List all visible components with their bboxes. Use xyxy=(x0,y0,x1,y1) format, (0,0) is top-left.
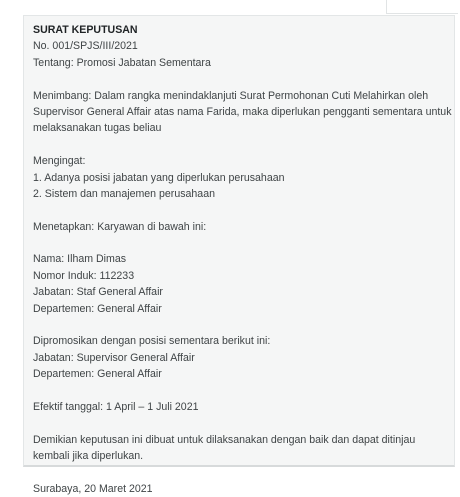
spacer xyxy=(33,317,443,333)
spacer xyxy=(33,137,443,153)
spacer xyxy=(33,415,443,431)
employee-name: Nama: Ilham Dimas xyxy=(33,253,127,266)
spacer xyxy=(33,202,443,218)
employee-position: Jabatan: Staf General Affair xyxy=(33,286,163,299)
closing-line-1: Demikian keputusan ini dibuat untuk dilaksanakan dengan baik dan dapat ditinjau xyxy=(33,433,416,446)
corner-tab xyxy=(386,0,458,14)
employee-id: Nomor Induk: 112233 xyxy=(33,269,135,282)
letter-subject: Tentang: Promosi Jabatan Sementara xyxy=(33,56,211,69)
remembering-heading: Mengingat: xyxy=(33,155,86,168)
promotion-position: Jabatan: Supervisor General Affair xyxy=(33,351,195,364)
effective-date: Efektif tanggal: 1 April – 1 Juli 2021 xyxy=(33,400,199,413)
letter-number: No. 001/SPJS/III/2021 xyxy=(33,40,138,53)
spacer xyxy=(33,235,443,251)
promotion-department: Departemen: General Affair xyxy=(33,368,162,381)
spacer xyxy=(33,383,443,399)
considering-line-2: Supervisor General Affair atas nama Farida, maka diperlukan pengganti sementara untuk xyxy=(33,105,452,118)
considering-line-3: melaksanakan tugas beliau xyxy=(33,122,162,135)
deciding-line: Menetapkan: Karyawan di bawah ini: xyxy=(33,220,207,233)
letter-title: SURAT KEPUTUSAN xyxy=(33,24,138,36)
spacer xyxy=(33,71,443,87)
remembering-item-2: 2. Sistem dan manajemen perusahaan xyxy=(33,187,215,200)
place-date: Surabaya, 20 Maret 2021 xyxy=(33,482,153,495)
closing-line-2: kembali jika diperlukan. xyxy=(33,450,144,463)
promotion-heading: Dipromosikan dengan posisi sementara berikut ini: xyxy=(33,335,271,348)
employee-department: Departemen: General Affair xyxy=(33,302,162,315)
letter-body xyxy=(33,22,452,497)
remembering-item-1: 1. Adanya posisi jabatan yang diperlukan perusahaan xyxy=(33,171,285,184)
considering-line-1: Menimbang: Dalam rangka menindaklanjuti Surat Permohonan Cuti Melahirkan oleh xyxy=(33,89,429,102)
